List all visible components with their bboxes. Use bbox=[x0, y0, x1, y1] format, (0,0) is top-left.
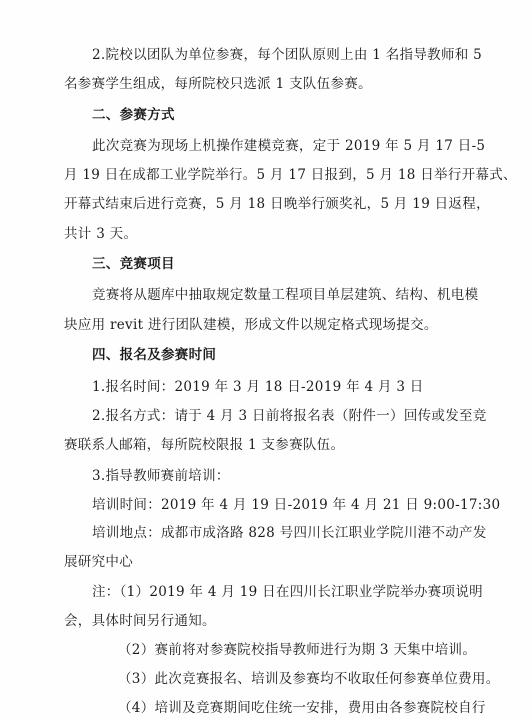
paragraph-registration-method-line-1: 2.报名方式：请于 4 月 3 日前将报名表（附件一）回传或发至竞 bbox=[92, 408, 487, 425]
paragraph-registration-time: 1.报名时间：2019 年 3 月 18 日-2019 年 4 月 3 日 bbox=[92, 378, 424, 395]
paragraph-training-title: 3.指导教师赛前培训： bbox=[92, 468, 230, 485]
section-heading-project: 三、竞赛项目 bbox=[92, 256, 175, 273]
note-1-line-2: 会，具体时间另行通知。 bbox=[64, 612, 216, 629]
paragraph-registration-method-line-2: 赛联系人邮箱，每所院校限报 1 支参赛队伍。 bbox=[64, 436, 345, 453]
paragraph-team-line-2: 名参赛学生组成，每所院校只选派 1 支队伍参赛。 bbox=[64, 75, 372, 92]
section-heading-participation: 二、参赛方式 bbox=[92, 106, 175, 123]
paragraph-training-place-line-1: 培训地点：成都市成洛路 828 号四川长江职业学院川港不动产发 bbox=[92, 525, 487, 542]
note-3: （3）此次竞赛报名、培训及参赛均不收取任何参赛单位费用。 bbox=[118, 670, 500, 687]
paragraph-project-line-1: 竞赛将从题库中抽取规定数量工程项目单层建筑、结构、机电模 bbox=[92, 287, 479, 304]
paragraph-training-place-line-2: 展研究中心 bbox=[64, 553, 133, 570]
note-4: （4）培训及竞赛期间吃住统一安排，费用由各参赛院校自行 bbox=[118, 700, 486, 716]
paragraph-mode-line-2: 月 19 日在成都工业学院举行。5 月 17 日报到，5 月 18 日举行开幕式、 bbox=[64, 166, 517, 183]
note-1-line-1: 注：（1）2019 年 4 月 19 日在四川长江职业学院举办赛项说明 bbox=[92, 584, 483, 601]
paragraph-project-line-2: 块应用 revit 进行团队建模，形成文件以规定格式现场提交。 bbox=[64, 316, 438, 333]
note-2: （2）赛前将对参赛院校指导教师进行为期 3 天集中培训。 bbox=[118, 642, 477, 659]
paragraph-mode-line-1: 此次竞赛为现场上机操作建模竞赛，定于 2019 年 5 月 17 日-5 bbox=[92, 138, 486, 155]
paragraph-training-time: 培训时间：2019 年 4 月 19 日-2019 年 4 月 21 日 9:00-17:30 bbox=[92, 496, 501, 513]
paragraph-mode-line-3: 开幕式结束后进行竞赛，5 月 18 日晚举行颁奖礼，5 月 19 日返程， bbox=[64, 196, 490, 213]
paragraph-team-line-1: 2.院校以团队为单位参赛，每个团队原则上由 1 名指导教师和 5 bbox=[92, 47, 483, 63]
paragraph-mode-line-4: 共计 3 天。 bbox=[64, 225, 138, 242]
section-heading-registration: 四、报名及参赛时间 bbox=[92, 347, 217, 364]
